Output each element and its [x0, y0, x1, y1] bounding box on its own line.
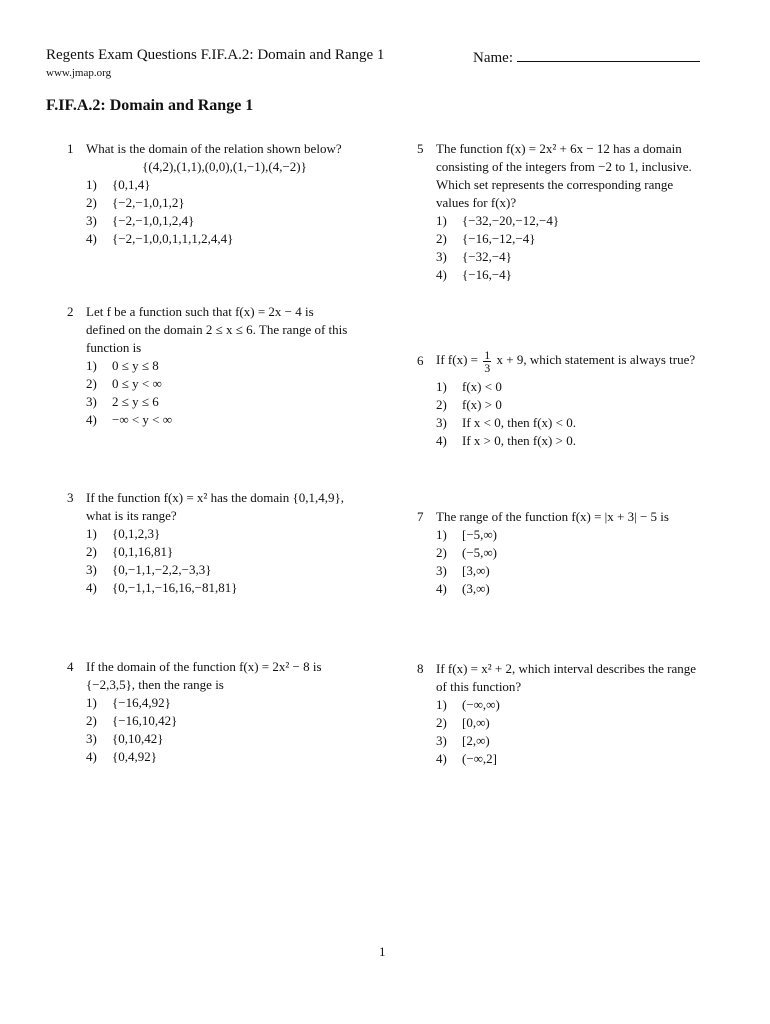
- answer-option: 2) (−5,∞): [436, 545, 498, 560]
- section-title: F.IF.A.2: Domain and Range 1: [46, 97, 254, 114]
- question-stem-line: If f(x) = $\frac{1}{3}$ x + 9, which statement is always true?: [436, 347, 696, 375]
- worksheet-title: Regents Exam Questions F.IF.A.2: Domain and Range 1: [46, 47, 385, 63]
- question-stem-line: of this function?: [436, 679, 522, 694]
- question-6: [417, 342, 737, 450]
- question-5: [417, 140, 737, 284]
- source-url: www.jmap.org: [46, 67, 112, 79]
- question-number: 1: [67, 141, 74, 156]
- answer-option: 4) (3,∞): [436, 581, 490, 596]
- question-3: [67, 489, 377, 597]
- answer-option: 4) {0,4,92}: [86, 749, 157, 764]
- question-number: 8: [417, 661, 424, 676]
- question-stem-line: values for f(x)?: [436, 195, 517, 210]
- answer-option: 2) {−2,−1,0,1,2}: [86, 195, 185, 210]
- answer-option: 2) {0,1,16,81}: [86, 544, 174, 559]
- answer-option: 2) 0 ≤ y < ∞: [86, 376, 162, 391]
- question-stem-line: If the domain of the function f(x) = 2x² − 8 is: [86, 659, 322, 674]
- answer-option: 4) (−∞,2]: [436, 751, 498, 766]
- question-number: 2: [67, 304, 74, 319]
- question-stem-line: If the function f(x) = x² has the domain {0,1,4,9},: [86, 490, 345, 505]
- question-number: 4: [67, 659, 74, 674]
- question-stem-line: {(4,2),(1,1),(0,0),(1,−1),(4,−2)}: [142, 159, 307, 174]
- question-number: 7: [417, 509, 424, 524]
- question-stem-line: If f(x) = x² + 2, which interval describes the range: [436, 661, 697, 676]
- answer-option: 1) {0,1,4}: [86, 177, 151, 192]
- answer-option: 3) {−2,−1,0,1,2,4}: [86, 213, 195, 228]
- answer-option: 1) {0,1,2,3}: [86, 526, 161, 541]
- answer-option: 4) If x > 0, then f(x) > 0.: [436, 433, 576, 448]
- question-stem-line: What is the domain of the relation shown below?: [86, 141, 342, 156]
- answer-option: 1) f(x) < 0: [436, 379, 502, 394]
- answer-option: 2) f(x) > 0: [436, 397, 502, 412]
- answer-option: 3) If x < 0, then f(x) < 0.: [436, 415, 576, 430]
- answer-option: 2) [0,∞): [436, 715, 490, 730]
- question-number: 3: [67, 490, 74, 505]
- answer-option: 3) 2 ≤ y ≤ 6: [86, 394, 159, 409]
- fraction-one-third: $\frac{1}{3}$: [484, 347, 491, 375]
- answer-option: 3) [2,∞): [436, 733, 490, 748]
- page-number: 1: [379, 944, 386, 959]
- question-stem-line: Which set represents the corresponding range: [436, 177, 674, 192]
- question-stem-line: {−2,3,5}, then the range is: [86, 677, 224, 692]
- answer-option: 3) {0,10,42}: [86, 731, 164, 746]
- answer-option: 1) [−5,∞): [436, 527, 498, 542]
- question-8: [417, 660, 737, 768]
- question-stem-line: what is its range?: [86, 508, 177, 523]
- question-stem-line: The function f(x) = 2x² + 6x − 12 has a domain: [436, 141, 682, 156]
- answer-option: 1) {−16,4,92}: [86, 695, 171, 710]
- answer-option: 4) {−16,−4}: [436, 267, 512, 282]
- question-stem-line: Let f be a function such that f(x) = 2x − 4 is: [86, 304, 314, 319]
- question-stem-line: consisting of the integers from −2 to 1, inclusive.: [436, 159, 692, 174]
- answer-option: 4) −∞ < y < ∞: [86, 412, 173, 427]
- answer-option: 1) (−∞,∞): [436, 697, 500, 712]
- answer-option: 3) [3,∞): [436, 563, 490, 578]
- question-number: 6: [417, 353, 424, 368]
- answer-option: 3) {−32,−4}: [436, 249, 512, 264]
- question-1: [67, 140, 377, 248]
- answer-option: 2) {−16,10,42}: [86, 713, 178, 728]
- question-stem-line: The range of the function f(x) = |x + 3| − 5 is: [436, 509, 669, 524]
- answer-option: 1) 0 ≤ y ≤ 8: [86, 358, 159, 373]
- answer-option: 3) {0,−1,1,−2,2,−3,3}: [86, 562, 212, 577]
- question-2: [67, 303, 377, 429]
- name-blank-line: [517, 47, 700, 62]
- answer-option: 4) {0,−1,1,−16,16,−81,81}: [86, 580, 238, 595]
- question-stem-line: defined on the domain 2 ≤ x ≤ 6. The range of this: [86, 322, 348, 337]
- question-7: [417, 508, 737, 598]
- answer-option: 1) {−32,−20,−12,−4}: [436, 213, 560, 228]
- question-4: [67, 658, 377, 766]
- question-stem-line: function is: [86, 340, 142, 355]
- answer-option: 4) {−2,−1,0,0,1,1,1,2,4,4}: [86, 231, 234, 246]
- name-field: [473, 47, 700, 67]
- question-number: 5: [417, 141, 424, 156]
- name-label: Name:: [473, 50, 513, 66]
- answer-option: 2) {−16,−12,−4}: [436, 231, 536, 246]
